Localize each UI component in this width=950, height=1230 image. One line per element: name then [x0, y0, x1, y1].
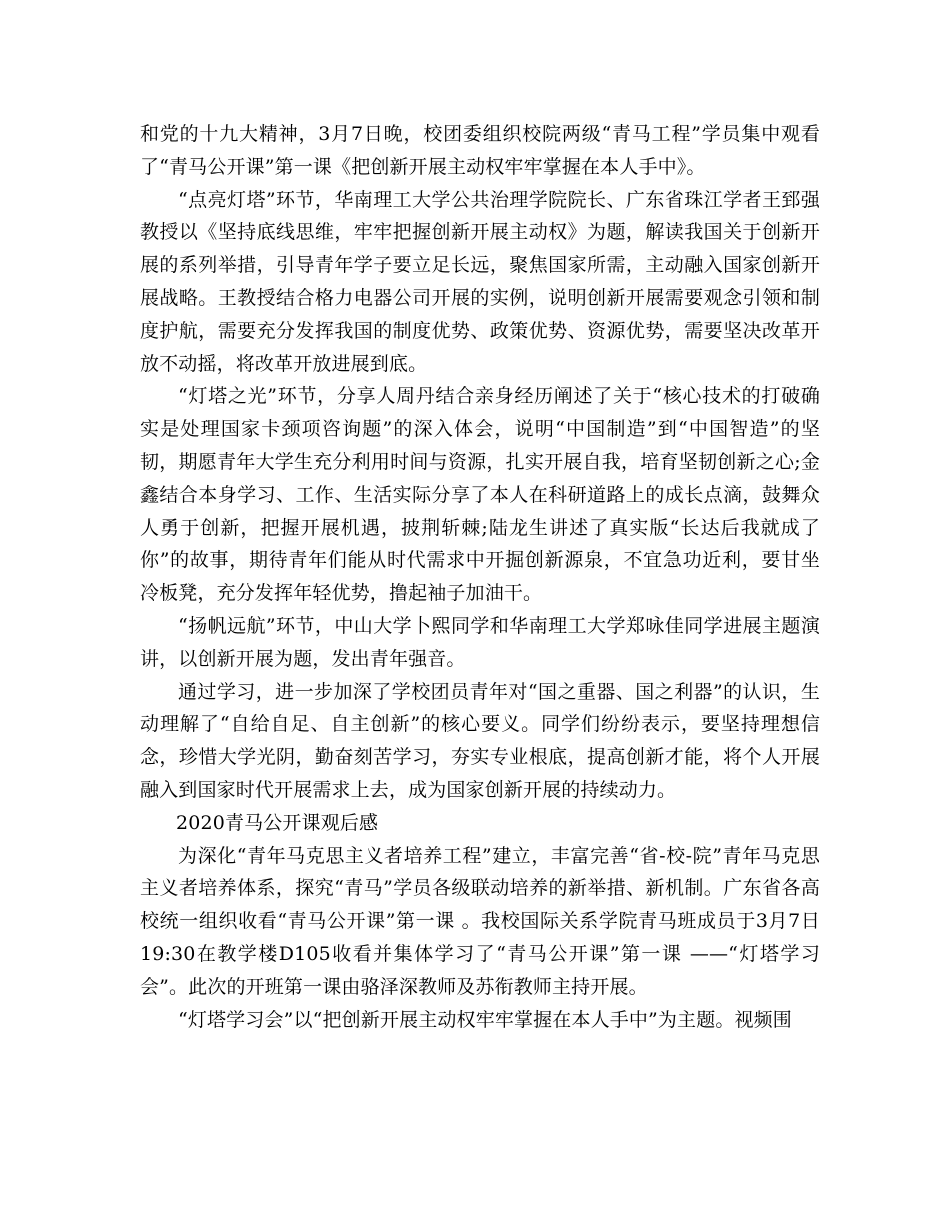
paragraph-continuation: 和党的十九大精神，3月7日晚，校团委组织校院两级“青马工程”学员集中观看了“青马公开课”第一课《把创新开展主动权牢牢掌握在本人手中》。 — [140, 123, 820, 178]
paragraph-intro: 为深化“青年马克思主义者培养工程”建立，丰富完善“省-校-院”青年马克思主义者培养体系，探究“青马”学员各级联动培养的新举措、新机制。广东省各高校统一组织收看“青马公开课”第一课 。我校国际关系学院青马班成员于3月7日19:30在教学楼D105收看并集体学习了“青马公开课”第一课 ——“灯塔学习会”。此次的开班第一课由骆泽深教师及苏衔教师主持开展。 — [140, 844, 820, 998]
paragraph-conclusion: 通过学习，进一步加深了学校团员青年对“国之重器、国之利器”的认识，生动理解了“自给自足、自主创新”的核心要义。同学们纷纷表示，要坚持理想信念，珍惜大学光阴，勤奋刻苦学习，夯实专业根底，提高创新才能，将个人开展融入到国家时代开展需求上去，成为国家创新开展的持续动力。 — [140, 680, 820, 801]
paragraph-set-sail: “扬帆远航”环节，中山大学卜熙同学和华南理工大学郑咏佳同学进展主题演讲，以创新开展为题，发出青年强音。 — [140, 614, 820, 670]
paragraph-lighthouse: “点亮灯塔”环节，华南理工大学公共治理学院院长、广东省珠江学者王郅强教授以《坚持底线思维，牢牢把握创新开展主动权》为题，解读我国关于创新开展的系列举措，引导青年学子要立足长远，聚焦国家所需，主动融入国家创新开展战略。王教授结合格力电器公司开展的实例，说明创新开展需要观念引领和制度护航，需要充分发挥我国的制度优势、政策优势、资源优势，需要坚决改革开放不动摇，将改革开放进展到底。 — [140, 188, 820, 375]
document-body — [140, 118, 820, 1036]
paragraph-lighthouse-light: “灯塔之光”环节，分享人周丹结合亲身经历阐述了关于“核心技术的打破确实是处理国家卡颈项咨询题”的深入体会，说明“中国制造”到“中国智造”的坚韧，期愿青年大学生充分利用时间与资源，扎实开展自我，培育坚韧创新之心;金鑫结合本身学习、工作、生活实际分享了本人在科研道路上的成长点滴，鼓舞众人勇于创新，把握开展机遇，披荆斩棘;陆龙生讲述了真实版“长达后我就成了你”的故事，期待青年们能从时代需求中开掘创新源泉，不宜急功近利，要甘坐冷板凳，充分发挥年轻优势，撸起袖子加油干。 — [140, 385, 820, 605]
paragraph-theme: “灯塔学习会”以“把创新开展主动权牢牢掌握在本人手中”为主题。视频围 — [178, 1008, 792, 1031]
section-title: 2020青马公开课观后感 — [176, 811, 379, 834]
